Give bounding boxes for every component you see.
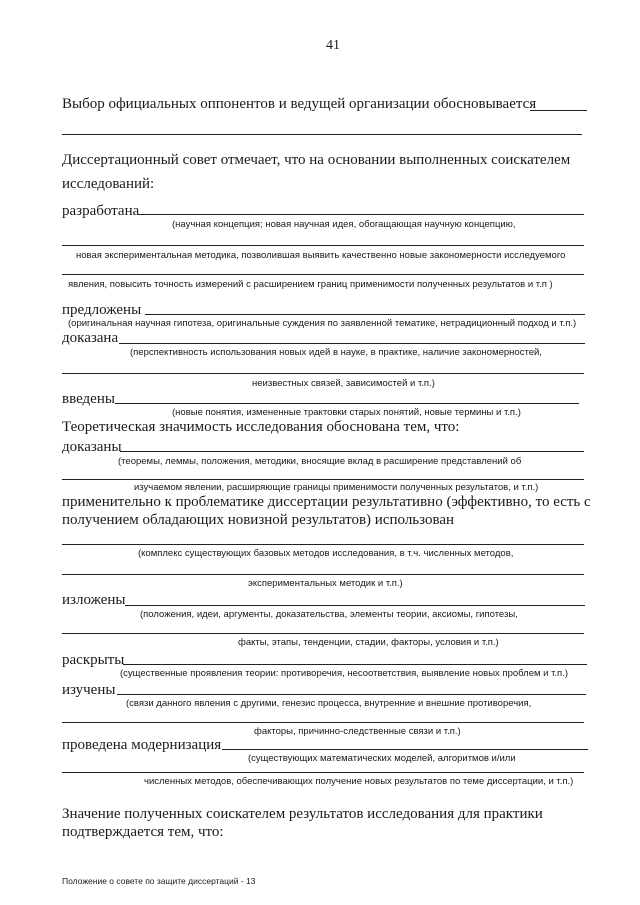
practical-significance-line1: Значение полученных соискателем результатов исследования для практики — [62, 806, 543, 822]
dokaz-label: доказана — [62, 330, 119, 346]
predl-hint1: (оригинальная научная гипотеза, оригинальные суждения по заявленной тематике, нетрадиционный подход и т.п.) — [68, 318, 577, 329]
fill-line — [120, 451, 584, 452]
fill-line — [115, 403, 579, 404]
theoretical-significance: Теоретическая значимость исследования обоснована тем, что: — [62, 419, 460, 435]
fill-line — [62, 633, 584, 634]
vved-hint1: (новые понятия, измененные трактовки старых понятий, новые термины и т.п.) — [172, 407, 521, 418]
fill-line — [222, 749, 588, 750]
raskr-label: раскрыты — [62, 652, 125, 668]
dokaz-hint1: (перспективность использования новых идей в науке, в практике, наличие закономерностей, — [130, 347, 542, 358]
opponents-sentence: Выбор официальных оппонентов и ведущей организации обосновывается — [62, 96, 537, 112]
fill-line — [119, 343, 585, 344]
applied-line1: применительно к проблематике диссертации результативно (эффективно, то есть с — [62, 494, 591, 510]
predl-label: предложены — [62, 302, 142, 318]
fill-line — [62, 274, 584, 275]
izuch-hint1: (связи данного явления с другими, генезис процесса, внутренние и внешние противоречия, — [126, 698, 532, 709]
fill-line — [62, 544, 584, 545]
izl-label: изложены — [62, 592, 126, 608]
dokaz-hint2: неизвестных связей, зависимостей и т.п.) — [252, 378, 435, 389]
razrab-hint2: новая экспериментальная методика, позволившая выявить качественно новые закономерности исследуемого — [76, 250, 566, 261]
razrab-label: разработана — [62, 203, 140, 219]
fill-line — [62, 245, 584, 246]
fill-line — [530, 110, 587, 111]
raskr-hint1: (существенные проявления теории: противоречия, несоответствия, выявление новых проблем и т.п.) — [120, 668, 568, 679]
fill-line — [62, 373, 584, 374]
council-notes-line2: исследований: — [62, 176, 155, 192]
fill-line — [123, 664, 587, 665]
fill-line — [138, 214, 584, 215]
isp-hint1: (комплекс существующих базовых методов исследования, в т.ч. численных методов, — [138, 548, 514, 559]
moder-hint2: численных методов, обеспечивающих получение новых результатов по теме диссертации, и т.п.) — [144, 776, 574, 787]
fill-line — [62, 134, 582, 135]
razrab-hint1: (научная концепция; новая научная идея, обогащающая научную концепцию, — [172, 219, 516, 230]
fill-line — [62, 722, 584, 723]
practical-significance-line2: подтверждается тем, что: — [62, 824, 224, 840]
isp-hint2: экспериментальных методик и т.п.) — [248, 578, 403, 589]
applied-line2: получением обладающих новизной результатов) использован — [62, 512, 455, 528]
dokazany-hint1: (теоремы, леммы, положения, методики, вносящие вклад в расширение представлений об — [118, 456, 522, 467]
fill-line — [62, 574, 584, 575]
dokazany-hint2: изучаемом явлении, расширяющие границы применимости полученных результатов, и т.п.) — [134, 482, 539, 493]
vved-label: введены — [62, 391, 115, 407]
izl-hint1: (положения, идеи, аргументы, доказательства, элементы теории, аксиомы, гипотезы, — [140, 609, 518, 620]
fill-line — [125, 605, 585, 606]
razrab-hint3: явления, повысить точность измерений с расширением границ применимости полученных результатов и т.п ) — [68, 279, 553, 290]
fill-line — [117, 694, 586, 695]
izl-hint2: факты, этапы, тенденции, стадии, факторы, условия и т.п.) — [238, 637, 499, 648]
footer-note: Положение о совете по защите диссертаций - 13 — [62, 876, 256, 886]
page-number: 41 — [326, 38, 340, 53]
moder-hint1: (существующих математических моделей, алгоритмов и/или — [248, 753, 516, 764]
fill-line — [145, 314, 585, 315]
fill-line — [62, 479, 584, 480]
council-notes-line1: Диссертационный совет отмечает, что на основании выполненных соискателем — [62, 152, 571, 168]
fill-line — [62, 772, 584, 773]
dokazany-label: доказаны — [62, 439, 122, 455]
izuch-label: изучены — [62, 682, 116, 698]
moder-label: проведена модернизация — [62, 737, 222, 753]
izuch-hint2: факторы, причинно-следственные связи и т.п.) — [254, 726, 461, 737]
